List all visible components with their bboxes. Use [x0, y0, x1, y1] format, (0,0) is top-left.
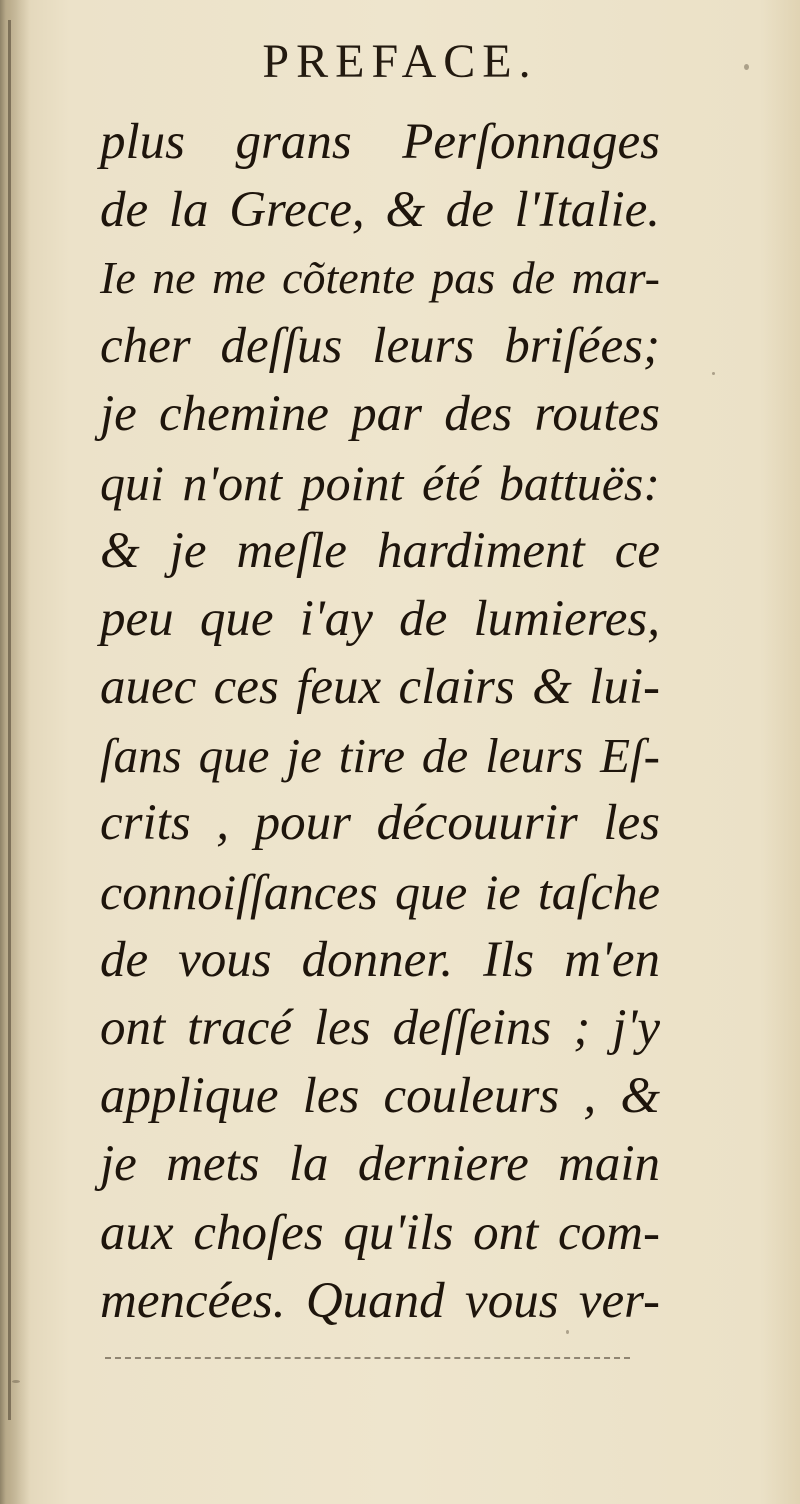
- paper-speck: [744, 64, 749, 70]
- text-line-13: de vous donner. Ils m'en: [100, 931, 660, 988]
- text-line-18: mencées. Quand vous ver-: [100, 1272, 660, 1329]
- paper-speck: [12, 1380, 20, 1383]
- body-text: [100, 108, 660, 1335]
- running-header: PREFACE.: [262, 35, 538, 88]
- paper-speck: [712, 372, 715, 375]
- text-line-15: applique les couleurs , &: [100, 1068, 660, 1125]
- text-line-10: ſans que je tire de leurs Eſ-: [100, 728, 660, 784]
- text-line-12: connoiſſances que ie taſche: [100, 864, 660, 921]
- page-gutter-shadow: [0, 0, 30, 1504]
- page-binding-edge: [8, 20, 11, 1420]
- text-line-1: plus grans Perſonnages: [100, 113, 660, 170]
- text-line-9: auec ces feux clairs & lui-: [100, 659, 660, 716]
- bottom-ornamental-rule: [105, 1357, 630, 1359]
- text-line-2: de la Grece, & de l'Italie.: [100, 181, 660, 238]
- text-line-16: je mets la derniere main: [100, 1136, 660, 1193]
- text-line-6: qui n'ont point été battuës:: [100, 455, 660, 512]
- text-line-14: ont tracé les deſſeins ; j'y: [100, 1000, 660, 1057]
- text-line-5: je chemine par des routes: [100, 386, 660, 443]
- paper-speck: [566, 1330, 569, 1334]
- text-line-4: cher deſſus leurs briſées;: [100, 318, 660, 375]
- text-line-3: Ie ne me cõtente pas de mar-: [100, 252, 660, 304]
- text-line-11: crits , pour découurir les: [100, 795, 660, 852]
- text-line-17: aux choſes qu'ils ont com-: [100, 1204, 660, 1261]
- text-line-8: peu que i'ay de lumieres,: [100, 590, 660, 647]
- text-line-7: & je meſle hardiment ce: [100, 522, 660, 579]
